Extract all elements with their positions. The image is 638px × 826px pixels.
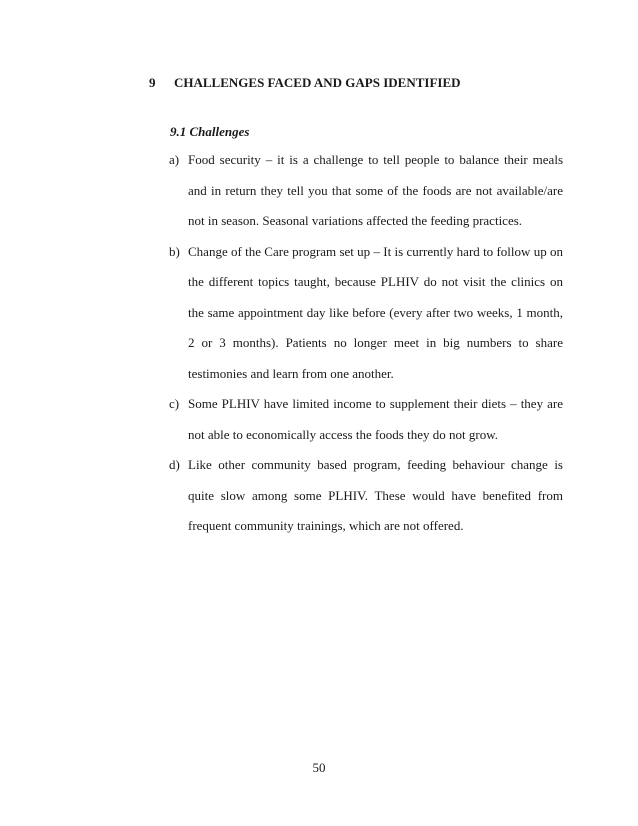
section-title: CHALLENGES FACED AND GAPS IDENTIFIED xyxy=(174,75,461,90)
list-marker: d) xyxy=(169,457,180,472)
section-number: 9 xyxy=(149,75,156,90)
list-item xyxy=(169,237,563,390)
challenges-list xyxy=(169,145,563,542)
list-item-text: Food security – it is a challenge to tell people to balance their meals and in return they tell you that some of the foods are not available/are not in season. Seasonal variations affected the feeding practices. xyxy=(188,152,563,228)
list-marker: a) xyxy=(169,152,180,167)
list-marker: c) xyxy=(169,396,180,411)
list-marker: b) xyxy=(169,243,180,259)
list-item-text: Change of the Care program set up – It is currently hard to follow up on the different topics taught, because PLHIV do not visit the clinics on the same appointment day like before (every after two weeks, 1 month, 2 or 3 months). Patients no longer meet in big numbers to share testimonies and learn from one another. xyxy=(188,243,563,381)
list-item-text: Some PLHIV have limited income to supplement their diets – they are not able to economically access the foods they do not grow. xyxy=(188,396,563,442)
list-item-text: Like other community based program, feeding behaviour change is quite slow among some PLHIV. These would have benefited from frequent community trainings, which are not offered. xyxy=(188,457,563,533)
list-item xyxy=(169,450,563,542)
section-heading xyxy=(149,75,461,91)
page-number: 50 xyxy=(312,760,326,775)
subsection-heading: 9.1 Challenges xyxy=(170,124,250,139)
list-item xyxy=(169,145,563,237)
list-item xyxy=(169,389,563,450)
